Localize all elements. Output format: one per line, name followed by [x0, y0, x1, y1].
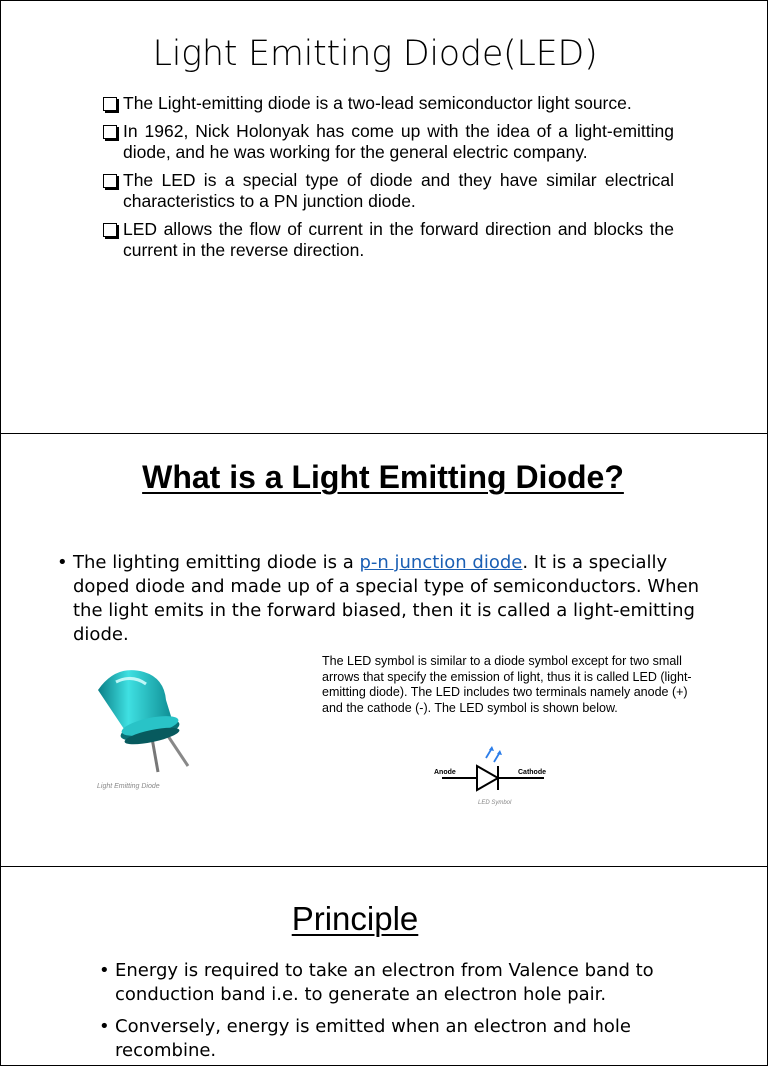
checkbox-bullet-icon — [103, 223, 117, 237]
slide1-title: Light Emitting Diode(LED) — [152, 34, 598, 74]
bullet-dot-icon: • — [99, 960, 110, 981]
list-item: In 1962, Nick Holonyak has come up with the idea of a light-emitting diode, and he was working for the general electric company. — [102, 121, 674, 163]
pn-junction-link[interactable]: p-n junction diode — [359, 552, 523, 573]
slide-what-is-led — [0, 433, 768, 867]
bullet-dot-icon: • — [57, 552, 68, 573]
slide2-title: What is a Light Emitting Diode? — [142, 459, 624, 495]
checkbox-bullet-icon — [103, 97, 117, 111]
slide3-bullet: • Conversely, energy is emitted when an electron and hole recombine. — [99, 1016, 631, 1061]
slide3-title: Principle — [291, 900, 419, 937]
slide2-paragraph: • The lighting emitting diode is a p-n junction diode. It is a specially doped diode and made up of a special type of semiconductors. When the light emits in the forward biased, then it is called a light-emitting diode. — [57, 552, 700, 645]
led-image-caption: Light Emitting Diode — [97, 783, 160, 790]
checkbox-bullet-icon — [103, 125, 117, 139]
slide1-bullet-list — [102, 93, 674, 268]
led-image — [86, 660, 206, 780]
bullet-dot-icon: • — [99, 1016, 110, 1037]
list-item: The LED is a special type of diode and they have similar electrical characteristics to a PN junction diode. — [102, 170, 674, 212]
slide3-bullet: • Energy is required to take an electron from Valence band to conduction band i.e. to generate an electron hole pair. — [99, 960, 654, 1005]
list-item: The Light-emitting diode is a two-lead semiconductor light source. — [102, 93, 674, 114]
cathode-label: Cathode — [518, 769, 546, 776]
led-symbol-caption: LED Symbol — [478, 800, 512, 806]
list-item: LED allows the flow of current in the forward direction and blocks the current in the reverse direction. — [102, 219, 674, 261]
led-symbol-description: The LED symbol is similar to a diode symbol except for two small arrows that specify the emission of light, thus it is called LED (light-emitting diode). The LED includes two terminals namely anode (+) and the cathode (-). The LED symbol is shown below. — [322, 654, 692, 715]
anode-label: Anode — [434, 769, 456, 776]
checkbox-bullet-icon — [103, 174, 117, 188]
